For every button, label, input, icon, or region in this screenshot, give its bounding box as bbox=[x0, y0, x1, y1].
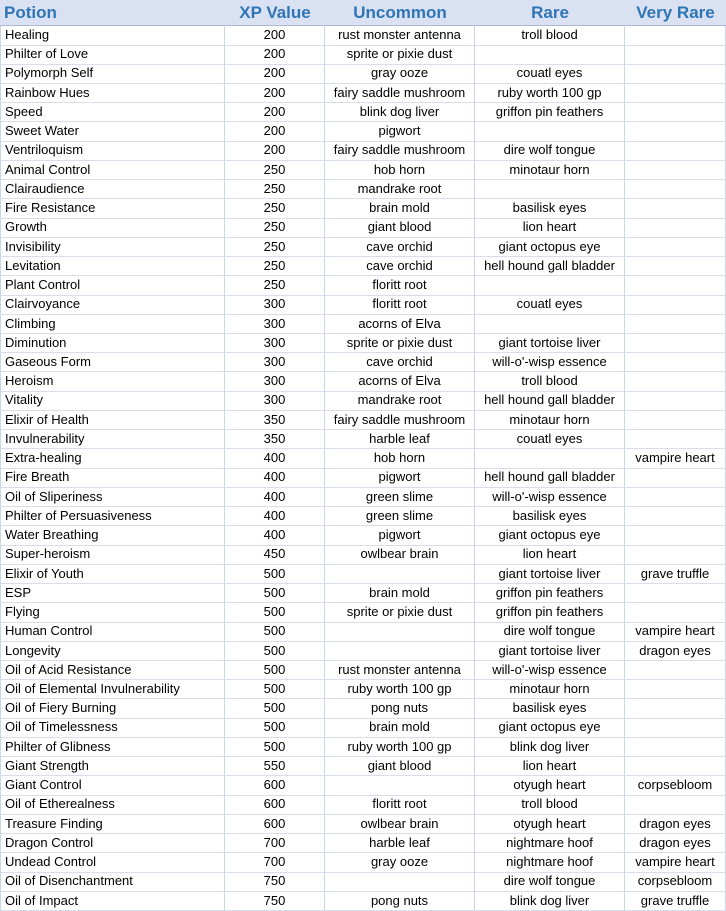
cell-xp-value: 300 bbox=[225, 334, 325, 354]
cell-potion: Heroism bbox=[0, 372, 225, 392]
cell-xp-value: 200 bbox=[225, 45, 325, 65]
cell-rare: giant tortoise liver bbox=[475, 642, 625, 662]
cell-very-rare bbox=[625, 141, 726, 161]
cell-potion: Treasure Finding bbox=[0, 815, 225, 835]
table-row bbox=[0, 699, 726, 718]
table-row bbox=[0, 718, 726, 737]
cell-xp-value: 250 bbox=[225, 180, 325, 200]
cell-uncommon: sprite or pixie dust bbox=[325, 334, 475, 354]
cell-potion: Growth bbox=[0, 218, 225, 238]
table-row bbox=[0, 468, 726, 487]
cell-very-rare bbox=[625, 680, 726, 700]
cell-potion: Rainbow Hues bbox=[0, 84, 225, 104]
table-row bbox=[0, 122, 726, 141]
cell-potion: Elixir of Health bbox=[0, 411, 225, 431]
table-row bbox=[0, 276, 726, 295]
column-header-potion: Potion bbox=[4, 3, 57, 22]
cell-very-rare bbox=[625, 718, 726, 738]
table-row bbox=[0, 872, 726, 891]
cell-uncommon bbox=[325, 872, 475, 892]
cell-rare: lion heart bbox=[475, 218, 625, 238]
cell-uncommon: pigwort bbox=[325, 526, 475, 546]
cell-very-rare bbox=[625, 161, 726, 181]
cell-xp-value: 550 bbox=[225, 757, 325, 777]
table-row bbox=[0, 45, 726, 64]
cell-xp-value: 250 bbox=[225, 218, 325, 238]
table-row bbox=[0, 661, 726, 680]
cell-rare: dire wolf tongue bbox=[475, 141, 625, 161]
cell-potion: Oil of Impact bbox=[0, 892, 225, 911]
cell-xp-value: 350 bbox=[225, 411, 325, 431]
cell-xp-value: 500 bbox=[225, 738, 325, 758]
cell-potion: Levitation bbox=[0, 257, 225, 277]
cell-uncommon: pigwort bbox=[325, 122, 475, 142]
cell-rare: will-o'-wisp essence bbox=[475, 488, 625, 508]
cell-xp-value: 300 bbox=[225, 295, 325, 315]
cell-uncommon: brain mold bbox=[325, 199, 475, 219]
cell-very-rare: corpsebloom bbox=[625, 776, 726, 796]
cell-rare: giant tortoise liver bbox=[475, 565, 625, 585]
cell-very-rare bbox=[625, 238, 726, 258]
cell-potion: Oil of Etherealness bbox=[0, 795, 225, 815]
table-row bbox=[0, 26, 726, 45]
cell-rare: giant octopus eye bbox=[475, 718, 625, 738]
cell-very-rare bbox=[625, 180, 726, 200]
cell-rare: minotaur horn bbox=[475, 411, 625, 431]
cell-very-rare bbox=[625, 218, 726, 238]
cell-potion: Invulnerability bbox=[0, 430, 225, 450]
cell-xp-value: 500 bbox=[225, 603, 325, 623]
cell-rare: troll blood bbox=[475, 795, 625, 815]
cell-rare: hell hound gall bladder bbox=[475, 257, 625, 277]
cell-xp-value: 200 bbox=[225, 103, 325, 123]
table-row bbox=[0, 449, 726, 468]
cell-potion: Diminution bbox=[0, 334, 225, 354]
cell-potion: Extra-healing bbox=[0, 449, 225, 469]
cell-potion: Healing bbox=[0, 26, 225, 46]
cell-rare: troll blood bbox=[475, 372, 625, 392]
cell-xp-value: 500 bbox=[225, 699, 325, 719]
cell-rare: will-o'-wisp essence bbox=[475, 353, 625, 373]
table-header-row bbox=[0, 0, 726, 26]
table-row bbox=[0, 892, 726, 911]
cell-very-rare: vampire heart bbox=[625, 449, 726, 469]
cell-potion: Fire Breath bbox=[0, 468, 225, 488]
table-row bbox=[0, 430, 726, 449]
potion-table-body bbox=[0, 26, 726, 911]
cell-potion: Clairvoyance bbox=[0, 295, 225, 315]
cell-rare: minotaur horn bbox=[475, 680, 625, 700]
cell-potion: Philter of Glibness bbox=[0, 738, 225, 758]
cell-potion: Climbing bbox=[0, 315, 225, 335]
table-row bbox=[0, 565, 726, 584]
table-row bbox=[0, 84, 726, 103]
cell-potion: Sweet Water bbox=[0, 122, 225, 142]
cell-potion: Philter of Love bbox=[0, 45, 225, 65]
cell-xp-value: 200 bbox=[225, 84, 325, 104]
cell-xp-value: 300 bbox=[225, 372, 325, 392]
cell-very-rare bbox=[625, 257, 726, 277]
cell-uncommon: harble leaf bbox=[325, 430, 475, 450]
cell-very-rare: dragon eyes bbox=[625, 815, 726, 835]
cell-rare bbox=[475, 315, 625, 335]
cell-potion: Dragon Control bbox=[0, 834, 225, 854]
cell-very-rare bbox=[625, 795, 726, 815]
cell-uncommon bbox=[325, 776, 475, 796]
table-row bbox=[0, 411, 726, 430]
cell-uncommon: acorns of Elva bbox=[325, 372, 475, 392]
cell-rare: giant octopus eye bbox=[475, 526, 625, 546]
cell-very-rare bbox=[625, 353, 726, 373]
cell-potion: ESP bbox=[0, 584, 225, 604]
cell-xp-value: 200 bbox=[225, 122, 325, 142]
cell-uncommon: floritt root bbox=[325, 795, 475, 815]
cell-xp-value: 450 bbox=[225, 545, 325, 565]
cell-potion: Water Breathing bbox=[0, 526, 225, 546]
table-row bbox=[0, 257, 726, 276]
cell-rare: basilisk eyes bbox=[475, 199, 625, 219]
cell-uncommon: cave orchid bbox=[325, 238, 475, 258]
table-row bbox=[0, 603, 726, 622]
cell-potion: Giant Control bbox=[0, 776, 225, 796]
cell-uncommon: brain mold bbox=[325, 584, 475, 604]
cell-uncommon: sprite or pixie dust bbox=[325, 45, 475, 65]
cell-very-rare bbox=[625, 430, 726, 450]
cell-potion: Oil of Timelessness bbox=[0, 718, 225, 738]
cell-rare: will-o'-wisp essence bbox=[475, 661, 625, 681]
cell-xp-value: 250 bbox=[225, 238, 325, 258]
table-row bbox=[0, 776, 726, 795]
cell-potion: Human Control bbox=[0, 622, 225, 642]
cell-very-rare bbox=[625, 411, 726, 431]
column-header-very-rare: Very Rare bbox=[636, 3, 715, 22]
cell-xp-value: 300 bbox=[225, 315, 325, 335]
cell-uncommon: ruby worth 100 gp bbox=[325, 680, 475, 700]
cell-rare: dire wolf tongue bbox=[475, 872, 625, 892]
cell-potion: Oil of Fiery Burning bbox=[0, 699, 225, 719]
cell-very-rare bbox=[625, 757, 726, 777]
cell-xp-value: 500 bbox=[225, 718, 325, 738]
cell-potion: Vitality bbox=[0, 391, 225, 411]
cell-very-rare bbox=[625, 45, 726, 65]
cell-xp-value: 250 bbox=[225, 161, 325, 181]
cell-very-rare bbox=[625, 699, 726, 719]
cell-very-rare bbox=[625, 103, 726, 123]
cell-xp-value: 500 bbox=[225, 584, 325, 604]
cell-potion: Elixir of Youth bbox=[0, 565, 225, 585]
cell-rare: griffon pin feathers bbox=[475, 584, 625, 604]
cell-uncommon: pong nuts bbox=[325, 892, 475, 911]
cell-rare: otyugh heart bbox=[475, 815, 625, 835]
cell-xp-value: 250 bbox=[225, 276, 325, 296]
table-row bbox=[0, 584, 726, 603]
cell-very-rare bbox=[625, 315, 726, 335]
cell-xp-value: 700 bbox=[225, 853, 325, 873]
cell-uncommon: rust monster antenna bbox=[325, 661, 475, 681]
table-row bbox=[0, 64, 726, 83]
cell-xp-value: 300 bbox=[225, 353, 325, 373]
cell-uncommon: fairy saddle mushroom bbox=[325, 411, 475, 431]
cell-very-rare: vampire heart bbox=[625, 622, 726, 642]
table-row bbox=[0, 218, 726, 237]
cell-uncommon: owlbear brain bbox=[325, 545, 475, 565]
column-header-uncommon: Uncommon bbox=[353, 3, 447, 22]
cell-potion: Polymorph Self bbox=[0, 64, 225, 84]
table-row bbox=[0, 526, 726, 545]
cell-potion: Gaseous Form bbox=[0, 353, 225, 373]
cell-potion: Oil of Acid Resistance bbox=[0, 661, 225, 681]
cell-very-rare: dragon eyes bbox=[625, 642, 726, 662]
cell-xp-value: 750 bbox=[225, 892, 325, 911]
cell-uncommon bbox=[325, 622, 475, 642]
cell-xp-value: 250 bbox=[225, 257, 325, 277]
cell-xp-value: 400 bbox=[225, 507, 325, 527]
cell-potion: Clairaudience bbox=[0, 180, 225, 200]
table-row bbox=[0, 815, 726, 834]
cell-xp-value: 500 bbox=[225, 642, 325, 662]
cell-very-rare bbox=[625, 84, 726, 104]
cell-uncommon: gray ooze bbox=[325, 64, 475, 84]
cell-very-rare bbox=[625, 391, 726, 411]
cell-rare bbox=[475, 122, 625, 142]
cell-xp-value: 400 bbox=[225, 449, 325, 469]
cell-rare: griffon pin feathers bbox=[475, 103, 625, 123]
cell-rare: basilisk eyes bbox=[475, 699, 625, 719]
cell-xp-value: 200 bbox=[225, 64, 325, 84]
table-row bbox=[0, 757, 726, 776]
table-row bbox=[0, 642, 726, 661]
cell-very-rare bbox=[625, 334, 726, 354]
cell-uncommon: owlbear brain bbox=[325, 815, 475, 835]
cell-xp-value: 300 bbox=[225, 391, 325, 411]
cell-very-rare bbox=[625, 603, 726, 623]
cell-uncommon: mandrake root bbox=[325, 391, 475, 411]
table-row bbox=[0, 180, 726, 199]
cell-xp-value: 350 bbox=[225, 430, 325, 450]
cell-rare: couatl eyes bbox=[475, 64, 625, 84]
cell-uncommon: rust monster antenna bbox=[325, 26, 475, 46]
cell-xp-value: 200 bbox=[225, 141, 325, 161]
table-row bbox=[0, 391, 726, 410]
cell-uncommon: fairy saddle mushroom bbox=[325, 141, 475, 161]
cell-uncommon: hob horn bbox=[325, 449, 475, 469]
cell-xp-value: 200 bbox=[225, 26, 325, 46]
table-row bbox=[0, 680, 726, 699]
column-header-rare: Rare bbox=[531, 3, 569, 22]
cell-potion: Super-heroism bbox=[0, 545, 225, 565]
cell-uncommon: hob horn bbox=[325, 161, 475, 181]
table-row bbox=[0, 372, 726, 391]
cell-rare: nightmare hoof bbox=[475, 834, 625, 854]
cell-rare: griffon pin feathers bbox=[475, 603, 625, 623]
cell-xp-value: 500 bbox=[225, 680, 325, 700]
cell-rare: giant tortoise liver bbox=[475, 334, 625, 354]
cell-xp-value: 400 bbox=[225, 488, 325, 508]
table-row bbox=[0, 545, 726, 564]
cell-uncommon bbox=[325, 565, 475, 585]
cell-potion: Animal Control bbox=[0, 161, 225, 181]
table-row bbox=[0, 161, 726, 180]
cell-rare: minotaur horn bbox=[475, 161, 625, 181]
cell-very-rare bbox=[625, 64, 726, 84]
cell-uncommon bbox=[325, 642, 475, 662]
cell-xp-value: 600 bbox=[225, 776, 325, 796]
cell-very-rare bbox=[625, 468, 726, 488]
cell-potion: Longevity bbox=[0, 642, 225, 662]
cell-rare: lion heart bbox=[475, 545, 625, 565]
cell-very-rare: grave truffle bbox=[625, 565, 726, 585]
cell-very-rare bbox=[625, 26, 726, 46]
cell-very-rare: corpsebloom bbox=[625, 872, 726, 892]
cell-very-rare bbox=[625, 199, 726, 219]
cell-rare: hell hound gall bladder bbox=[475, 391, 625, 411]
cell-potion: Philter of Persuasiveness bbox=[0, 507, 225, 527]
cell-very-rare bbox=[625, 372, 726, 392]
cell-potion: Invisibility bbox=[0, 238, 225, 258]
table-row bbox=[0, 507, 726, 526]
cell-uncommon: acorns of Elva bbox=[325, 315, 475, 335]
cell-rare: hell hound gall bladder bbox=[475, 468, 625, 488]
cell-potion: Oil of Sliperiness bbox=[0, 488, 225, 508]
cell-xp-value: 500 bbox=[225, 565, 325, 585]
cell-uncommon: green slime bbox=[325, 488, 475, 508]
cell-uncommon: pigwort bbox=[325, 468, 475, 488]
cell-potion: Oil of Disenchantment bbox=[0, 872, 225, 892]
cell-very-rare: grave truffle bbox=[625, 892, 726, 911]
cell-potion: Flying bbox=[0, 603, 225, 623]
cell-xp-value: 250 bbox=[225, 199, 325, 219]
cell-xp-value: 400 bbox=[225, 526, 325, 546]
cell-uncommon: giant blood bbox=[325, 218, 475, 238]
cell-uncommon: gray ooze bbox=[325, 853, 475, 873]
table-row bbox=[0, 353, 726, 372]
cell-uncommon: pong nuts bbox=[325, 699, 475, 719]
cell-potion: Oil of Elemental Invulnerability bbox=[0, 680, 225, 700]
cell-very-rare: dragon eyes bbox=[625, 834, 726, 854]
column-header-xp-value: XP Value bbox=[239, 3, 311, 22]
table-row bbox=[0, 334, 726, 353]
cell-potion: Plant Control bbox=[0, 276, 225, 296]
cell-uncommon: sprite or pixie dust bbox=[325, 603, 475, 623]
cell-xp-value: 750 bbox=[225, 872, 325, 892]
cell-rare bbox=[475, 45, 625, 65]
cell-rare: nightmare hoof bbox=[475, 853, 625, 873]
cell-xp-value: 500 bbox=[225, 622, 325, 642]
cell-rare bbox=[475, 449, 625, 469]
cell-xp-value: 600 bbox=[225, 815, 325, 835]
table-row bbox=[0, 488, 726, 507]
cell-uncommon: mandrake root bbox=[325, 180, 475, 200]
table-row bbox=[0, 795, 726, 814]
cell-potion: Speed bbox=[0, 103, 225, 123]
table-row bbox=[0, 141, 726, 160]
cell-uncommon: fairy saddle mushroom bbox=[325, 84, 475, 104]
cell-very-rare bbox=[625, 122, 726, 142]
cell-uncommon: cave orchid bbox=[325, 353, 475, 373]
cell-very-rare bbox=[625, 488, 726, 508]
table-row bbox=[0, 199, 726, 218]
cell-very-rare bbox=[625, 507, 726, 527]
table-row bbox=[0, 295, 726, 314]
cell-uncommon: green slime bbox=[325, 507, 475, 527]
cell-potion: Fire Resistance bbox=[0, 199, 225, 219]
cell-uncommon: blink dog liver bbox=[325, 103, 475, 123]
cell-uncommon: giant blood bbox=[325, 757, 475, 777]
cell-rare: ruby worth 100 gp bbox=[475, 84, 625, 104]
cell-rare bbox=[475, 276, 625, 296]
cell-xp-value: 500 bbox=[225, 661, 325, 681]
cell-very-rare bbox=[625, 661, 726, 681]
cell-very-rare bbox=[625, 545, 726, 565]
cell-rare: basilisk eyes bbox=[475, 507, 625, 527]
cell-xp-value: 600 bbox=[225, 795, 325, 815]
cell-very-rare bbox=[625, 584, 726, 604]
cell-very-rare bbox=[625, 738, 726, 758]
cell-uncommon: ruby worth 100 gp bbox=[325, 738, 475, 758]
cell-rare: giant octopus eye bbox=[475, 238, 625, 258]
cell-rare: couatl eyes bbox=[475, 430, 625, 450]
table-row bbox=[0, 738, 726, 757]
cell-potion: Undead Control bbox=[0, 853, 225, 873]
cell-very-rare bbox=[625, 276, 726, 296]
cell-rare bbox=[475, 180, 625, 200]
table-row bbox=[0, 238, 726, 257]
cell-uncommon: harble leaf bbox=[325, 834, 475, 854]
cell-rare: otyugh heart bbox=[475, 776, 625, 796]
table-row bbox=[0, 103, 726, 122]
cell-rare: troll blood bbox=[475, 26, 625, 46]
table-row bbox=[0, 315, 726, 334]
cell-rare: couatl eyes bbox=[475, 295, 625, 315]
cell-uncommon: cave orchid bbox=[325, 257, 475, 277]
cell-rare: blink dog liver bbox=[475, 738, 625, 758]
cell-uncommon: floritt root bbox=[325, 295, 475, 315]
cell-uncommon: brain mold bbox=[325, 718, 475, 738]
cell-rare: blink dog liver bbox=[475, 892, 625, 911]
table-row bbox=[0, 853, 726, 872]
table-row bbox=[0, 834, 726, 853]
cell-very-rare bbox=[625, 526, 726, 546]
cell-xp-value: 700 bbox=[225, 834, 325, 854]
cell-potion: Ventriloquism bbox=[0, 141, 225, 161]
cell-uncommon: floritt root bbox=[325, 276, 475, 296]
cell-potion: Giant Strength bbox=[0, 757, 225, 777]
cell-very-rare: vampire heart bbox=[625, 853, 726, 873]
table-row bbox=[0, 622, 726, 641]
cell-rare: lion heart bbox=[475, 757, 625, 777]
cell-rare: dire wolf tongue bbox=[475, 622, 625, 642]
cell-very-rare bbox=[625, 295, 726, 315]
cell-xp-value: 400 bbox=[225, 468, 325, 488]
